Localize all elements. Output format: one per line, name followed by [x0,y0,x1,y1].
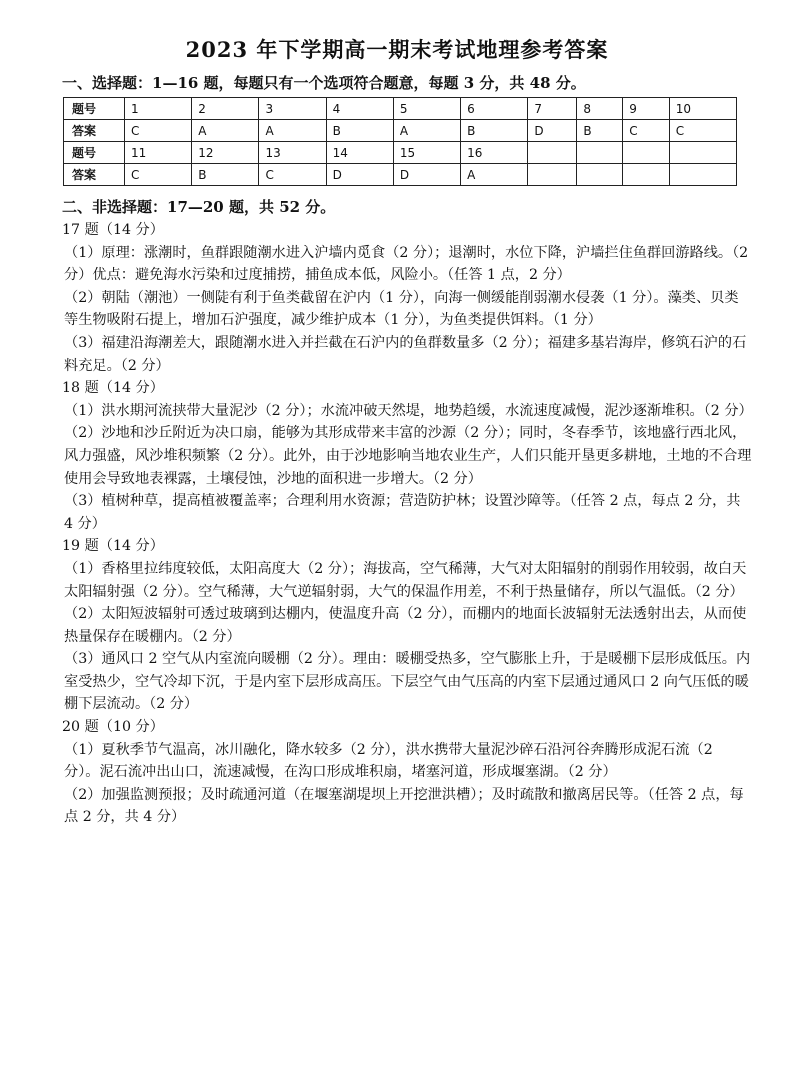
table-cell: A [192,120,259,142]
table-cell: B [577,120,623,142]
table-cell: 11 [125,142,192,164]
table-cell: C [623,120,669,142]
row-label: 答案 [64,120,125,142]
table-cell: 9 [623,98,669,120]
table-cell: A [259,120,326,142]
question-heading: 20 题（10 分） [62,719,164,736]
table-cell [669,142,736,164]
table-cell: 16 [461,142,528,164]
answer-paragraph: （1）原理：涨潮时，鱼群跟随潮水进入沪墙内觅食（2 分）；退潮时，水位下降，沪墙拦住鱼群回游路线。（2 分）优点：避免海水污染和过度捕捞，捕鱼成本低，风险小。（任答 1 点，2 分） [64,244,749,284]
table-row-answers-2 [64,164,737,186]
answer-paragraph: （2）加强监测预报；及时疏通河道（在堰塞湖堤坝上开挖泄洪槽）；及时疏散和撤离居民等。（任答 2 点，每点 2 分，共 4 分） [64,786,744,826]
answer-paragraph: （2）太阳短波辐射可透过玻璃到达棚内，使温度升高（2 分），而棚内的地面长波辐射无法透射出去，从而使热量保存在暖棚内。（2 分） [64,606,747,645]
table-cell [623,142,669,164]
row-label: 题号 [64,98,125,120]
table-cell: 5 [393,98,460,120]
table-cell: 1 [125,98,192,120]
question-heading: 18 题（14 分） [62,380,164,397]
table-cell: 3 [259,98,326,120]
table-cell: C [259,164,326,186]
table-cell: B [326,120,393,142]
answer-paragraph: （1）夏秋季节气温高，冰川融化，降水较多（2 分），洪水携带大量泥沙碎石沿河谷奔腾形成泥石流（2 分）。泥石流冲出山口，流速减慢，在沟口形成堆积扇，堵塞河道，形成堰塞湖。（2 分） [64,741,713,781]
table-cell: B [192,164,259,186]
row-label: 答案 [64,164,125,186]
answer-paragraph: （3）通风口 2 空气从内室流向暖棚（2 分）。理由：暖棚受热多，空气膨胀上升，于是暖棚下层形成低压。内室受热少，空气冷却下沉，于是内室下层形成高压。下层空气由气压高的内室下层通过通风口 2 向气压低的暖棚下层流动。（2 分） [64,651,751,713]
table-cell [577,164,623,186]
question-heading: 17 题（14 分） [62,222,164,238]
answer-table [63,97,737,186]
table-cell: 14 [326,142,393,164]
answer-paragraph: （1）香格里拉纬度较低，太阳高度大（2 分）；海拔高，空气稀薄，大气对太阳辐射的削弱作用较弱，故白天太阳辐射强（2 分）。空气稀薄，大气逆辐射弱，大气的保温作用差，不利于热量储存，所以气温低。（2 分） [64,560,747,600]
table-cell: D [393,164,460,186]
table-cell: D [326,164,393,186]
table-cell: 2 [192,98,259,120]
answer-paragraph: （2）朝陆（潮池）一侧陡有利于鱼类截留在沪内（1 分），向海一侧缓能削弱潮水侵袭（1 分）。藻类、贝类等生物吸附石提上，增加石沪强度，减少维护成本（1 分），为鱼类提供饵料。（1 分） [64,289,739,329]
table-cell: 12 [192,142,259,164]
table-cell [623,164,669,186]
answer-paragraph: （3）福建沿海潮差大，跟随潮水进入并拦截在石沪内的鱼群数量多（2 分）；福建多基岩海岸，修筑石沪的石料充足。（2 分） [64,334,747,374]
answer-paragraph: （3）植树种草，提高植被覆盖率；合理利用水资源；营造防护林；设置沙障等。（任答 2 点，每点 2 分，共 4 分） [64,493,741,532]
table-row-numbers-1 [64,98,737,120]
answer-body [62,219,752,829]
row-label: 题号 [64,142,125,164]
table-cell: 7 [528,98,577,120]
table-cell: C [125,164,192,186]
table-cell: D [528,120,577,142]
table-cell: 15 [393,142,460,164]
page-title: 2023 年下学期高一期末考试地理参考答案 [185,37,609,62]
table-cell: A [461,164,528,186]
table-row-numbers-2 [64,142,737,164]
table-row-answers-1 [64,120,737,142]
table-cell: 13 [259,142,326,164]
table-cell [528,164,577,186]
table-cell: 6 [461,98,528,120]
section-heading-open: 二、非选择题：17—20 题，共 52 分。 [62,198,336,216]
question-heading: 19 题（14 分） [62,538,164,555]
table-cell: C [669,120,736,142]
answer-paragraph: （2）沙地和沙丘附近为决口扇，能够为其形成带来丰富的沙源（2 分）；同时，冬春季节，该地盛行西北风，风力强盛，风沙堆积频繁（2 分）。此外，由于沙地影响当地农业生产，人们只能开垦更多耕地，土地的不合理使用会导致地表裸露，土壤侵蚀，沙地的面积进一步增大。（2 分） [64,425,752,487]
table-cell: A [393,120,460,142]
table-cell [577,142,623,164]
table-cell: 10 [669,98,736,120]
table-cell: 8 [577,98,623,120]
section-heading-choice: 一、选择题：1—16 题，每题只有一个选项符合题意，每题 3 分，共 48 分。 [62,74,586,92]
table-cell: B [461,120,528,142]
table-cell: 4 [326,98,393,120]
answer-paragraph: （1）洪水期河流挟带大量泥沙（2 分）；水流冲破天然堤，地势趋缓，水流速度减慢，泥沙逐渐堆积。（2 分） [64,402,753,419]
table-cell [528,142,577,164]
table-cell [669,164,736,186]
table-cell: C [125,120,192,142]
